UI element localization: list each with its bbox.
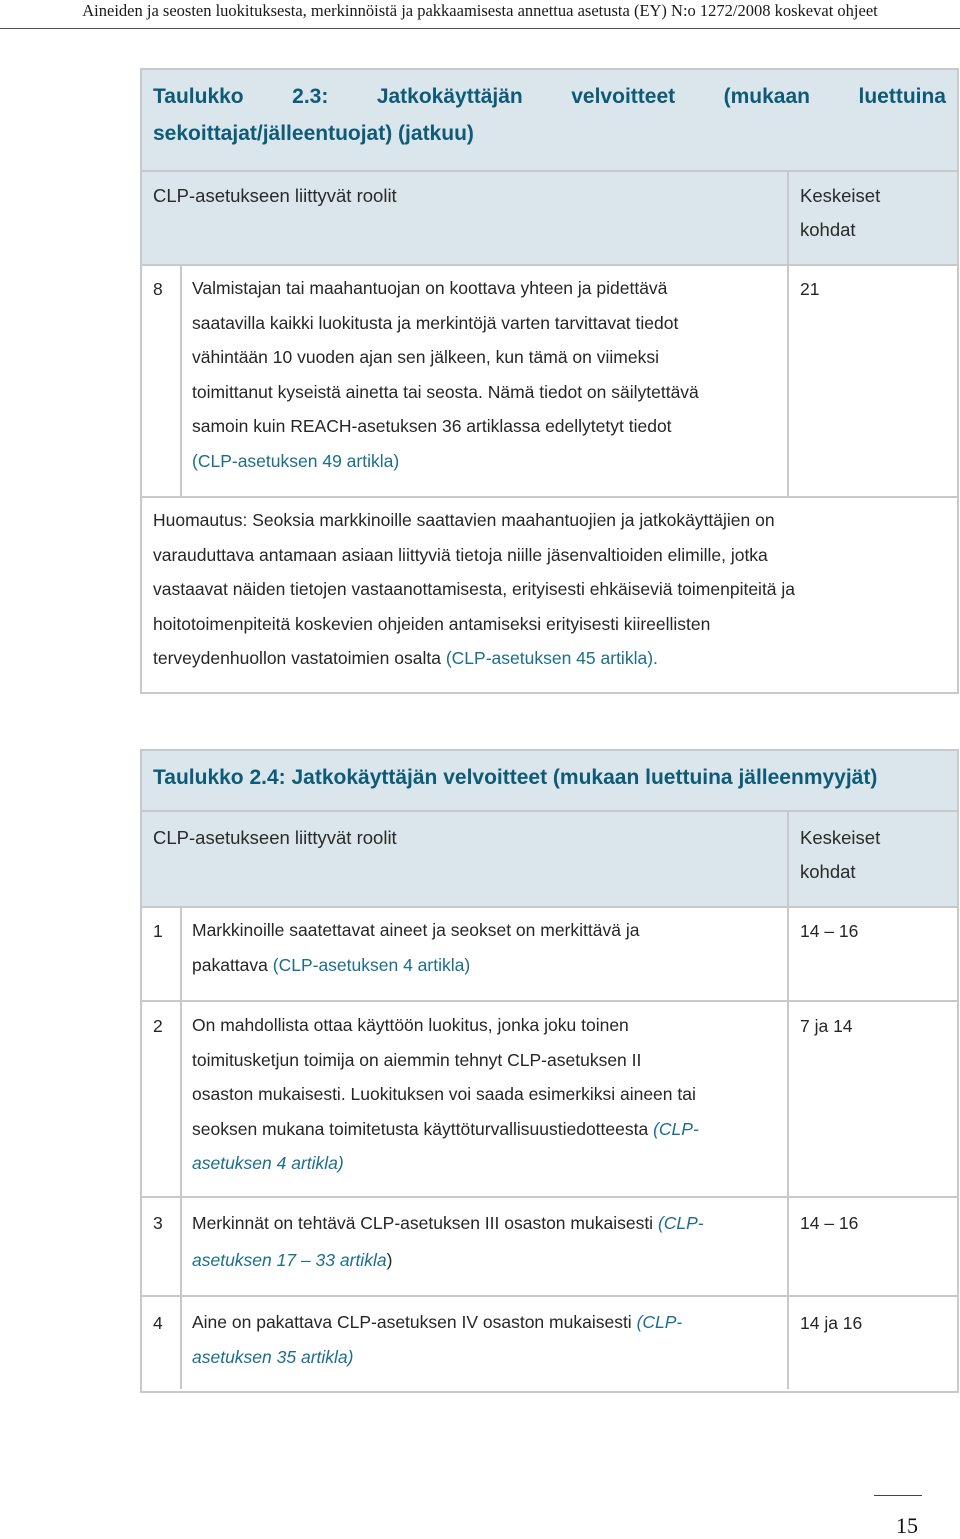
- row-key: 7 ja 14: [800, 1016, 853, 1036]
- divider: [787, 1297, 789, 1389]
- row-number: 4: [153, 1313, 163, 1333]
- key-header-line1: Keskeiset: [800, 185, 881, 206]
- divider: [142, 1000, 957, 1002]
- row-line: [192, 1205, 782, 1242]
- row-reference: (CLP-: [657, 1213, 704, 1233]
- running-header-text: Aineiden ja seosten luokituksesta, merkinnöistä ja pakkaamisesta annettua asetusta (EY) N:o 1272/2008 koskevat ohjeet: [82, 1, 878, 20]
- table-2-3-key-header: [789, 172, 957, 264]
- footer-rule: [874, 1495, 922, 1496]
- row-reference: (CLP-: [636, 1312, 683, 1332]
- note-line: vastaavat näiden tietojen vastaanottamisesta, erityisesti ehkäiseviä toimenpiteitä ja: [153, 579, 796, 599]
- row-text: pakattava: [192, 954, 273, 975]
- row-key: 14 ja 16: [800, 1313, 863, 1333]
- row-number: 8: [153, 279, 163, 299]
- divider: [142, 496, 957, 498]
- divider: [180, 908, 182, 1000]
- table-2-4-title-cell: [142, 751, 957, 810]
- row-line: [192, 1242, 782, 1279]
- table-2-3-title-cell: [142, 70, 957, 170]
- divider: [180, 266, 182, 496]
- table-2-3-title-line2: sekoittajat/jälleentuojat) (jatkuu): [153, 122, 474, 145]
- note-line: varauduttava antamaan asiaan liittyviä tietoja niille jäsenvaltioiden elimille, jotka: [153, 544, 768, 565]
- note-end: .: [653, 648, 658, 668]
- row-reference: asetuksen 4 artikla): [192, 1153, 344, 1173]
- row-8-line: toimittanut kyseistä ainetta tai seosta. Nämä tiedot on säilytettävä: [192, 381, 699, 402]
- row-line: toimitusketjun toimija on aiemmin tehnyt CLP-asetuksen II: [192, 1049, 642, 1070]
- divider: [787, 1002, 789, 1196]
- row-4-text: [192, 1305, 782, 1374]
- row-text: Aine on pakattava CLP-asetuksen IV osaston mukaisesti: [192, 1312, 637, 1332]
- divider: [787, 908, 789, 1000]
- row-number: 3: [153, 1213, 163, 1233]
- divider: [142, 1196, 957, 1198]
- row-1-text: [192, 913, 782, 982]
- row-number: 1: [153, 921, 163, 941]
- row-text: ): [386, 1250, 393, 1270]
- divider: [787, 266, 789, 496]
- row-line: [192, 1112, 782, 1147]
- table-2-3-title-line1: Taulukko 2.3: Jatkokäyttäjän velvoitteet (mukaan luettuina: [153, 85, 946, 108]
- row-line: Markkinoille saatettavat aineet ja seokset on merkittävä ja: [192, 920, 640, 940]
- row-reference: asetuksen 35 artikla): [192, 1346, 354, 1367]
- header-rule: [0, 28, 960, 29]
- row-text: Merkinnät on tehtävä CLP-asetuksen III osaston mukaisesti: [192, 1213, 658, 1233]
- table-2-3: [140, 68, 959, 694]
- row-number: 2: [153, 1016, 163, 1036]
- table-2-3-roles-header: [142, 172, 787, 264]
- row-key: 21: [800, 279, 820, 299]
- divider: [142, 264, 957, 266]
- note-line: terveydenhuollon vastatoimien osalta: [153, 648, 441, 668]
- row-reference: (CLP-: [653, 1118, 699, 1139]
- row-line: osaston mukaisesti. Luokituksen voi saada esimerkiksi aineen tai: [192, 1084, 696, 1104]
- row-2-text: [192, 1008, 782, 1181]
- row-text: seoksen mukana toimitetusta käyttöturvallisuustiedotteesta: [192, 1118, 654, 1139]
- divider: [142, 1295, 957, 1297]
- divider: [180, 1297, 182, 1389]
- key-header-line1: Keskeiset: [800, 827, 881, 848]
- row-8-line: Valmistajan tai maahantuojan on koottava yhteen ja pidettävä: [192, 278, 668, 298]
- row-line: [192, 1305, 782, 1340]
- note-line: Huomautus: Seoksia markkinoille saattavien maahantuojien ja jatkokäyttäjien on: [153, 510, 775, 530]
- note-line: hoitotoimenpiteitä koskevien ohjeiden antamiseksi erityisesti kiireellisten: [153, 613, 711, 634]
- divider: [142, 906, 957, 908]
- row-8-reference: (CLP-asetuksen 49 artikla): [192, 450, 400, 471]
- row-8-line: samoin kuin REACH-asetuksen 36 artiklassa edellytetyt tiedot: [192, 416, 672, 436]
- table-2-4-roles-header: [142, 812, 787, 906]
- table-2-4-key-header: [789, 812, 957, 906]
- row-key: 14 – 16: [800, 921, 859, 941]
- note-line-last: [153, 641, 948, 676]
- page-number: 15: [896, 1513, 918, 1538]
- row-line: On mahdollista ottaa käyttöön luokitus, jonka joku toinen: [192, 1015, 629, 1035]
- row-key: 14 – 16: [800, 1213, 859, 1233]
- roles-header-label: CLP-asetukseen liittyvät roolit: [153, 185, 397, 206]
- key-header-line2: kohdat: [800, 219, 856, 240]
- divider: [180, 1002, 182, 1196]
- row-8-line: vähintään 10 vuoden ajan sen jälkeen, kun tämä on viimeksi: [192, 347, 659, 367]
- running-header: [0, 0, 960, 30]
- roles-header-label: CLP-asetukseen liittyvät roolit: [153, 827, 397, 848]
- divider: [180, 1198, 182, 1295]
- note-reference: (CLP-asetuksen 45 artikla): [445, 648, 654, 668]
- row-8-line: saatavilla kaikki luokitusta ja merkintöjä varten tarvittavat tiedot: [192, 312, 679, 333]
- table-2-4-title: Taulukko 2.4: Jatkokäyttäjän velvoitteet (mukaan luettuina jälleenmyyjät): [153, 766, 878, 789]
- key-header-line2: kohdat: [800, 861, 856, 882]
- row-line: [192, 948, 782, 983]
- row-3-text: [192, 1205, 782, 1279]
- row-reference: asetuksen 17 – 33 artikla: [192, 1250, 387, 1270]
- note-text: [153, 503, 948, 676]
- row-8-text: [192, 271, 782, 478]
- table-2-4: [140, 749, 959, 1393]
- divider: [787, 1198, 789, 1295]
- row-reference: (CLP-asetuksen 4 artikla): [272, 954, 471, 975]
